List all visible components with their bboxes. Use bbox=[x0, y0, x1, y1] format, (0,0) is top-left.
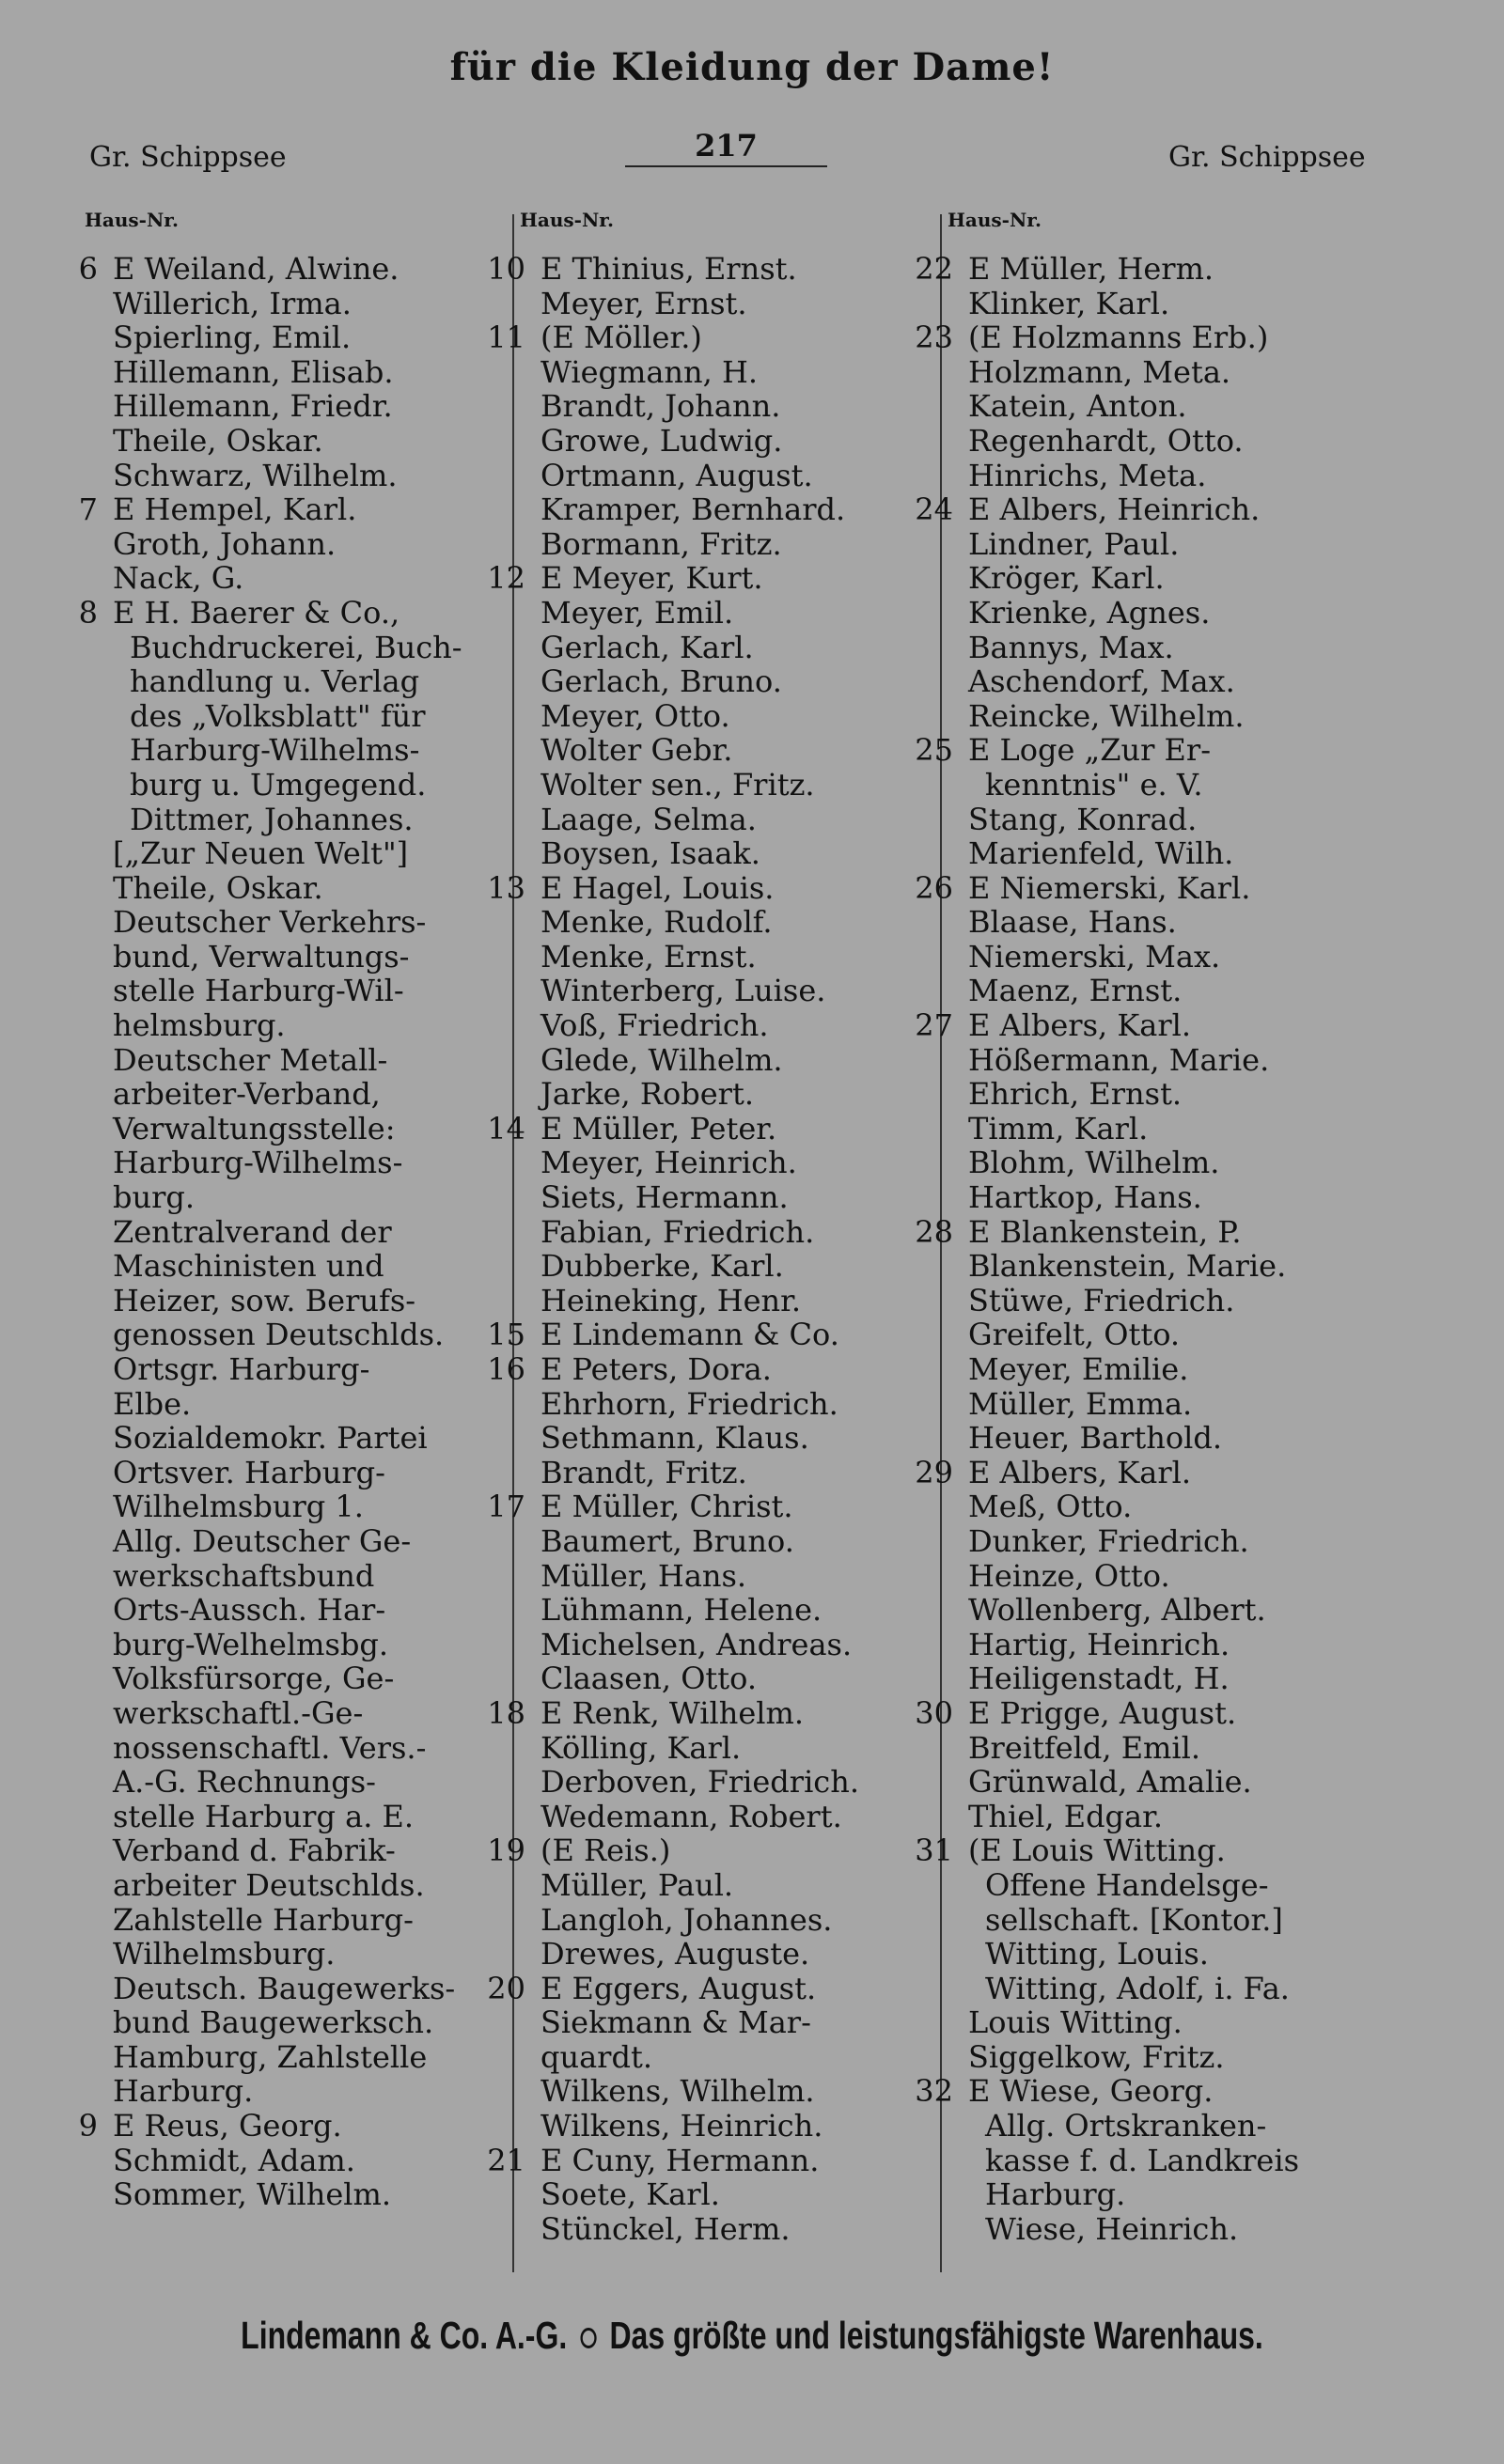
resident-line: Müller, Hans. bbox=[540, 1557, 747, 1594]
resident-line: E Albers, Karl. bbox=[968, 1007, 1192, 1044]
resident-line: Willerich, Irma. bbox=[113, 285, 352, 321]
resident-line: Deutscher Metall- bbox=[113, 1041, 388, 1078]
house-entry bbox=[902, 1215, 1299, 1456]
house-entry bbox=[475, 1489, 859, 1696]
resident-line: E Müller, Christ. bbox=[540, 1489, 793, 1525]
resident-line: Verwaltungsstelle: bbox=[113, 1110, 396, 1146]
resident-line: Growe, Ludwig. bbox=[540, 422, 783, 459]
directory-column bbox=[902, 0, 1495, 2464]
house-entry bbox=[902, 733, 1299, 870]
resident-line: Aschendorf, Max. bbox=[968, 663, 1235, 700]
resident-line: E Wiese, Georg. bbox=[968, 2073, 1214, 2110]
resident-line: E Eggers, August. bbox=[540, 1970, 817, 2006]
resident-line: Hinrichs, Meta. bbox=[968, 457, 1207, 493]
entry-list bbox=[47, 252, 462, 2212]
resident-line: Brandt, Fritz. bbox=[540, 1454, 747, 1490]
resident-line: Siekmann & Mar- bbox=[540, 2004, 811, 2041]
resident-line: Fabian, Friedrich. bbox=[540, 1213, 815, 1250]
resident-line: bund, Verwaltungs- bbox=[113, 938, 410, 975]
resident-line: Meyer, Heinrich. bbox=[540, 1145, 797, 1181]
resident-line: Lindner, Paul. bbox=[968, 525, 1180, 562]
resident-line: Brandt, Johann. bbox=[540, 388, 781, 425]
house-entry bbox=[902, 320, 1299, 492]
house-entry bbox=[475, 252, 859, 320]
resident-line: E Meyer, Kurt. bbox=[540, 560, 763, 597]
resident-line: Winterberg, Luise. bbox=[540, 973, 826, 1009]
resident-line: helmsburg. bbox=[113, 1007, 286, 1044]
house-number: 30 bbox=[915, 1694, 953, 1731]
resident-line: burg u. Umgegend. bbox=[130, 766, 427, 803]
resident-line: Maenz, Ernst. bbox=[968, 973, 1183, 1009]
resident-line: Bormann, Fritz. bbox=[540, 525, 782, 562]
resident-line: E Niemerski, Karl. bbox=[968, 869, 1251, 906]
house-entry bbox=[475, 2144, 859, 2247]
resident-line: Meß, Otto. bbox=[968, 1489, 1133, 1525]
resident-line: Dunker, Friedrich. bbox=[968, 1522, 1249, 1559]
resident-line: E Prigge, August. bbox=[968, 1694, 1237, 1731]
resident-line: werkschaftsbund bbox=[113, 1557, 375, 1594]
street-name-left: Gr. Schippsee bbox=[89, 141, 287, 174]
house-number: 13 bbox=[487, 869, 525, 906]
resident-line: Reincke, Wilhelm. bbox=[968, 697, 1245, 734]
resident-line: Dubberke, Karl. bbox=[540, 1248, 784, 1285]
house-entry bbox=[475, 1696, 859, 1833]
resident-line: Sommer, Wilhelm. bbox=[113, 2176, 392, 2213]
house-entry bbox=[475, 1833, 859, 1971]
resident-line: arbeiter Deutschlds. bbox=[113, 1866, 425, 1903]
house-number: 21 bbox=[487, 2142, 525, 2178]
resident-line: Sozialdemokr. Partei bbox=[113, 1420, 428, 1457]
resident-line: Spierling, Emil. bbox=[113, 320, 352, 356]
house-entry bbox=[475, 1112, 859, 1318]
house-entry bbox=[902, 252, 1299, 320]
resident-line: (E Möller.) bbox=[540, 320, 702, 356]
resident-line: Wilkens, Wilhelm. bbox=[540, 2073, 815, 2110]
house-number: 18 bbox=[487, 1694, 525, 1731]
house-number: 27 bbox=[915, 1007, 953, 1044]
resident-line: Blankenstein, Marie. bbox=[968, 1248, 1287, 1285]
resident-line: Offene Handelsge- bbox=[985, 1866, 1269, 1903]
entry-list bbox=[902, 252, 1299, 2246]
resident-line: E Müller, Herm. bbox=[968, 251, 1214, 287]
resident-line: Michelsen, Andreas. bbox=[540, 1626, 853, 1662]
resident-line: Holzmann, Meta. bbox=[968, 353, 1231, 390]
house-number-label: Haus-Nr. bbox=[948, 209, 1042, 231]
house-entry bbox=[47, 596, 462, 2109]
house-number: 14 bbox=[487, 1110, 525, 1146]
resident-line: burg. bbox=[113, 1179, 196, 1216]
resident-line: Harburg-Wilhelms- bbox=[130, 732, 420, 769]
house-entry bbox=[47, 492, 462, 596]
resident-line: Kröger, Karl. bbox=[968, 560, 1165, 597]
resident-line: Zentralverand der bbox=[113, 1213, 392, 1250]
house-entry bbox=[475, 320, 859, 561]
resident-line: Verband d. Fabrik- bbox=[113, 1832, 396, 1869]
resident-line: Meyer, Otto. bbox=[540, 697, 730, 734]
resident-line: Hillemann, Friedr. bbox=[113, 388, 393, 425]
resident-line: Glede, Wilhelm. bbox=[540, 1041, 783, 1078]
house-entry bbox=[47, 252, 462, 492]
resident-line: Hartkop, Hans. bbox=[968, 1179, 1202, 1216]
resident-line: Boysen, Isaak. bbox=[540, 835, 760, 872]
page-number: 217 bbox=[625, 128, 827, 167]
resident-line: Orts-Aussch. Har- bbox=[113, 1592, 386, 1629]
resident-line: Wiese, Heinrich. bbox=[985, 2210, 1239, 2247]
resident-line: E H. Baerer & Co., bbox=[113, 594, 400, 631]
house-number: 15 bbox=[487, 1317, 525, 1353]
resident-line: Hartig, Heinrich. bbox=[968, 1626, 1230, 1662]
resident-line: Ortmann, August. bbox=[540, 457, 813, 493]
resident-line: nossenschaftl. Vers.- bbox=[113, 1729, 427, 1766]
resident-line: Gerlach, Karl. bbox=[540, 629, 754, 665]
house-number: 23 bbox=[915, 320, 953, 356]
house-number: 28 bbox=[915, 1213, 953, 1250]
resident-line: Schwarz, Wilhelm. bbox=[113, 457, 398, 493]
house-number: 20 bbox=[487, 1970, 525, 2006]
footer-advertisement bbox=[165, 2314, 1339, 2358]
resident-line: Wiegmann, H. bbox=[540, 353, 759, 390]
resident-line: Müller, Emma. bbox=[968, 1385, 1193, 1422]
resident-line: Heineking, Henr. bbox=[540, 1282, 802, 1318]
resident-line: A.-G. Rechnungs- bbox=[113, 1764, 376, 1801]
resident-line: E Lindemann & Co. bbox=[540, 1317, 839, 1353]
resident-line: E Peters, Dora. bbox=[540, 1351, 772, 1387]
resident-line: Witting, Louis. bbox=[985, 1936, 1209, 1973]
resident-line: Wedemann, Robert. bbox=[540, 1798, 842, 1834]
resident-line: Heuer, Barthold. bbox=[968, 1420, 1223, 1457]
resident-line: Sethmann, Klaus. bbox=[540, 1420, 809, 1457]
resident-line: Bannys, Max. bbox=[968, 629, 1174, 665]
resident-line: Laage, Selma. bbox=[540, 801, 757, 837]
resident-line: Timm, Karl. bbox=[968, 1110, 1149, 1146]
footer-advertiser: Lindemann & Co. A.-G. bbox=[241, 2314, 568, 2357]
resident-line: Meyer, Ernst. bbox=[540, 285, 747, 321]
house-number: 24 bbox=[915, 491, 953, 528]
resident-line: E Loge „Zur Er- bbox=[968, 732, 1211, 769]
resident-line: Deutsch. Baugewerks- bbox=[113, 1970, 456, 2006]
resident-line: Baumert, Bruno. bbox=[540, 1522, 794, 1559]
resident-line: Siggelkow, Fritz. bbox=[968, 2038, 1225, 2075]
resident-line: E Renk, Wilhelm. bbox=[540, 1694, 804, 1731]
resident-line: quardt. bbox=[540, 2038, 652, 2075]
resident-line: Katein, Anton. bbox=[968, 388, 1187, 425]
resident-line: Ehrich, Ernst. bbox=[968, 1076, 1183, 1113]
resident-line: Krienke, Agnes. bbox=[968, 594, 1211, 631]
resident-line: (E Holzmanns Erb.) bbox=[968, 320, 1269, 356]
resident-line: Lühmann, Helene. bbox=[540, 1592, 822, 1629]
house-entry bbox=[475, 1972, 859, 2144]
house-entry bbox=[902, 871, 1299, 1008]
resident-line: [„Zur Neuen Welt"] bbox=[113, 835, 409, 872]
resident-line: Nack, G. bbox=[113, 560, 244, 597]
house-number: 32 bbox=[915, 2073, 953, 2110]
resident-line: Harburg. bbox=[985, 2176, 1126, 2213]
resident-line: E Thinius, Ernst. bbox=[540, 251, 797, 287]
resident-line: Wilhelmsburg 1. bbox=[113, 1489, 364, 1525]
resident-line: Siets, Hermann. bbox=[540, 1179, 789, 1216]
house-number: 11 bbox=[487, 320, 525, 356]
house-number: 10 bbox=[487, 251, 525, 287]
resident-line: Claasen, Otto. bbox=[540, 1661, 758, 1697]
house-entry bbox=[902, 1456, 1299, 1696]
resident-line: Groth, Johann. bbox=[113, 525, 337, 562]
circle-icon bbox=[580, 2328, 596, 2348]
resident-line: Hillemann, Elisab. bbox=[113, 353, 394, 390]
resident-line: arbeiter-Verband, bbox=[113, 1076, 381, 1113]
footer-slogan: Das größte und leistungsfähigste Warenhaus. bbox=[609, 2314, 1263, 2357]
resident-line: Marienfeld, Wilh. bbox=[968, 835, 1234, 872]
resident-line: Elbe. bbox=[113, 1385, 192, 1422]
resident-line: Langloh, Johannes. bbox=[540, 1901, 833, 1938]
house-entry bbox=[475, 1318, 859, 1352]
house-entry bbox=[902, 2074, 1299, 2246]
resident-line: Harburg-Wilhelms- bbox=[113, 1145, 403, 1181]
house-entry bbox=[902, 1696, 1299, 1833]
resident-line: Niemerski, Max. bbox=[968, 938, 1221, 975]
resident-line: Wolter Gebr. bbox=[540, 732, 733, 769]
resident-line: Voß, Friedrich. bbox=[540, 1007, 769, 1044]
resident-line: Deutscher Verkehrs- bbox=[113, 904, 427, 941]
resident-line: Zahlstelle Harburg- bbox=[113, 1901, 414, 1938]
resident-line: handlung u. Verlag bbox=[130, 663, 420, 700]
resident-line: Thiel, Edgar. bbox=[968, 1798, 1164, 1834]
house-entry bbox=[475, 871, 859, 1112]
house-entry bbox=[902, 492, 1299, 733]
resident-line: Allg. Ortskranken- bbox=[985, 2108, 1267, 2144]
house-number: 31 bbox=[915, 1832, 953, 1869]
resident-line: Meyer, Emilie. bbox=[968, 1351, 1189, 1387]
house-entry bbox=[475, 1352, 859, 1489]
resident-line: Blaase, Hans. bbox=[968, 904, 1177, 941]
resident-line: E Cuny, Hermann. bbox=[540, 2142, 820, 2178]
resident-line: E Hempel, Karl. bbox=[113, 491, 357, 528]
resident-line: Soete, Karl. bbox=[540, 2176, 720, 2213]
resident-line: E Blankenstein, P. bbox=[968, 1213, 1242, 1250]
resident-line: Dittmer, Johannes. bbox=[130, 801, 414, 837]
resident-line: Drewes, Auguste. bbox=[540, 1936, 810, 1973]
resident-line: Ortsver. Harburg- bbox=[113, 1454, 385, 1490]
header-advertisement: für die Kleidung der Dame! bbox=[449, 45, 1055, 89]
resident-line: Kramper, Bernhard. bbox=[540, 491, 846, 528]
resident-line: Stüwe, Friedrich. bbox=[968, 1282, 1235, 1318]
resident-line: Menke, Rudolf. bbox=[540, 904, 773, 941]
resident-line: Blohm, Wilhelm. bbox=[968, 1145, 1220, 1181]
resident-line: Wilhelmsburg. bbox=[113, 1936, 336, 1973]
resident-line: Wollenberg, Albert. bbox=[968, 1592, 1266, 1629]
house-number-label: Haus-Nr. bbox=[520, 209, 614, 231]
resident-line: bund Baugewerksch. bbox=[113, 2004, 434, 2041]
resident-line: Breitfeld, Emil. bbox=[968, 1729, 1201, 1766]
resident-line: Wolter sen., Fritz. bbox=[540, 766, 815, 803]
resident-line: Volksfürsorge, Ge- bbox=[113, 1661, 395, 1697]
resident-line: Jarke, Robert. bbox=[540, 1076, 754, 1113]
house-number: 12 bbox=[487, 560, 525, 597]
resident-line: kasse f. d. Landkreis bbox=[985, 2142, 1299, 2178]
resident-line: Heiligenstadt, H. bbox=[968, 1661, 1230, 1697]
house-number: 9 bbox=[78, 2108, 98, 2144]
resident-line: E Reus, Georg. bbox=[113, 2108, 342, 2144]
resident-line: Hößermann, Marie. bbox=[968, 1041, 1270, 1078]
resident-line: Ortsgr. Harburg- bbox=[113, 1351, 370, 1387]
resident-line: Klinker, Karl. bbox=[968, 285, 1170, 321]
resident-line: E Albers, Karl. bbox=[968, 1454, 1192, 1490]
resident-line: E Weiland, Alwine. bbox=[113, 251, 400, 287]
street-name-right: Gr. Schippsee bbox=[1168, 141, 1366, 174]
resident-line: Müller, Paul. bbox=[540, 1866, 734, 1903]
resident-line: E Hagel, Louis. bbox=[540, 869, 775, 906]
resident-line: werkschaftl.-Ge- bbox=[113, 1694, 364, 1731]
resident-line: Theile, Oskar. bbox=[113, 422, 323, 459]
resident-line: stelle Harburg a. E. bbox=[113, 1798, 415, 1834]
resident-line: Maschinisten und bbox=[113, 1248, 384, 1285]
house-number: 6 bbox=[78, 251, 98, 287]
house-number: 17 bbox=[487, 1489, 525, 1525]
resident-line: sellschaft. [Kontor.] bbox=[985, 1901, 1283, 1938]
resident-line: Schmidt, Adam. bbox=[113, 2142, 355, 2178]
resident-line: genossen Deutschlds. bbox=[113, 1317, 445, 1353]
resident-line: E Müller, Peter. bbox=[540, 1110, 777, 1146]
house-number: 7 bbox=[78, 491, 98, 528]
resident-line: E Albers, Heinrich. bbox=[968, 491, 1261, 528]
house-number: 25 bbox=[915, 732, 953, 769]
resident-line: Ehrhorn, Friedrich. bbox=[540, 1385, 838, 1422]
resident-line: Louis Witting. bbox=[968, 2004, 1183, 2041]
house-number: 22 bbox=[915, 251, 953, 287]
house-number-label: Haus-Nr. bbox=[85, 209, 179, 231]
resident-line: Harburg. bbox=[113, 2073, 254, 2110]
resident-line: Regenhardt, Otto. bbox=[968, 422, 1244, 459]
resident-line: Hamburg, Zahlstelle bbox=[113, 2038, 428, 2075]
resident-line: burg-Welhelmsbg. bbox=[113, 1626, 389, 1662]
resident-line: (E Louis Witting. bbox=[968, 1832, 1226, 1869]
directory-column bbox=[47, 0, 508, 2464]
house-number: 29 bbox=[915, 1454, 953, 1490]
house-number: 26 bbox=[915, 869, 953, 906]
resident-line: Buchdruckerei, Buch- bbox=[130, 629, 462, 665]
house-number: 19 bbox=[487, 1832, 525, 1869]
resident-line: (E Reis.) bbox=[540, 1832, 671, 1869]
entry-list bbox=[475, 252, 859, 2246]
house-entry bbox=[475, 561, 859, 870]
resident-line: Derboven, Friedrich. bbox=[540, 1764, 859, 1801]
resident-line: Gerlach, Bruno. bbox=[540, 663, 782, 700]
resident-line: Grünwald, Amalie. bbox=[968, 1764, 1252, 1801]
resident-line: Heizer, sow. Berufs- bbox=[113, 1282, 416, 1318]
house-number: 16 bbox=[487, 1351, 525, 1387]
resident-line: Wilkens, Heinrich. bbox=[540, 2108, 823, 2144]
resident-line: kenntnis" e. V. bbox=[985, 766, 1203, 803]
resident-line: Witting, Adolf, i. Fa. bbox=[985, 1970, 1290, 2006]
resident-line: Greifelt, Otto. bbox=[968, 1317, 1181, 1353]
resident-line: Heinze, Otto. bbox=[968, 1557, 1170, 1594]
directory-column bbox=[475, 0, 935, 2464]
house-entry bbox=[902, 1833, 1299, 2074]
resident-line: stelle Harburg-Wil- bbox=[113, 973, 404, 1009]
resident-line: Meyer, Emil. bbox=[540, 594, 734, 631]
house-entry bbox=[902, 1008, 1299, 1215]
resident-line: Allg. Deutscher Ge- bbox=[113, 1522, 412, 1559]
resident-line: Theile, Oskar. bbox=[113, 869, 323, 906]
resident-line: Kölling, Karl. bbox=[540, 1729, 742, 1766]
house-number: 8 bbox=[78, 594, 98, 631]
resident-line: des „Volksblatt" für bbox=[130, 697, 426, 734]
house-entry bbox=[47, 2109, 462, 2212]
resident-line: Stang, Konrad. bbox=[968, 801, 1198, 837]
resident-line: Stünckel, Herm. bbox=[540, 2210, 791, 2247]
resident-line: Menke, Ernst. bbox=[540, 938, 757, 975]
